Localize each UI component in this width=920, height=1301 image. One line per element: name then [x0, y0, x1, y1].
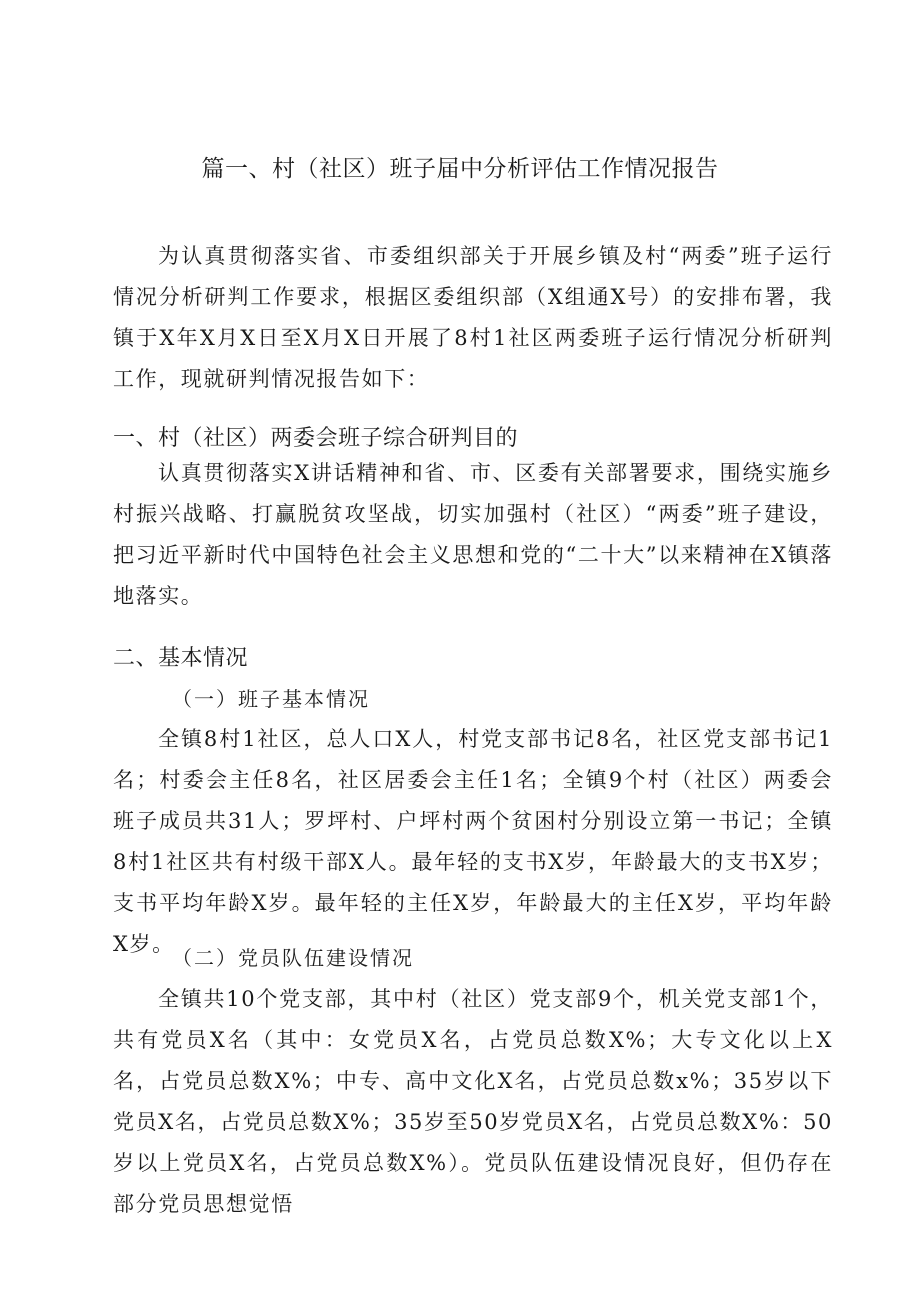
subsection2-heading: （二）党员队伍建设情况	[172, 946, 414, 970]
subsection1-heading: （一）班子基本情况	[172, 687, 370, 711]
intro-paragraph: 为认真贯彻落实省、市委组织部关于开展乡镇及村“两委”班子运行情况分析研判工作要求，根据区委组织部（X组通X号）的安排布署，我镇于X年X月X日至X月X日开展了8村1社区两委班子运行情况分析研判工作，现就研判情况报告如下：	[113, 244, 833, 391]
subsection2-paragraph: 全镇共10个党支部，其中村（社区）党支部9个，机关党支部1个，共有党员X名（其中：女党员X名，占党员总数X%；大专文化以上X名，占党员总数X%；中专、高中文化X名，占党员总数x%；35岁以下党员X名，占党员总数X%；35岁至50岁党员X名，占党员总数X%：50岁以上党员X名，占党员总数X%）。党员队伍建设情况良好，但仍存在部分党员思想觉悟	[113, 987, 833, 1216]
subsection1-paragraph: 全镇8村1社区，总人口X人，村党支部书记8名，社区党支部书记1名；村委会主任8名，社区居委会主任1名；全镇9个村（社区）两委会班子成员共31人；罗坪村、户坪村两个贫困村分别设立第一书记；全镇8村1社区共有村级干部X人。最年轻的支书X岁，年龄最大的支书X岁；支书平均年龄X岁。最年轻的主任X岁，年龄最大的主任X岁，平均年龄X岁。	[113, 727, 833, 956]
section2-heading: 二、基本情况	[113, 646, 249, 671]
document-title: 篇一、村（社区）班子届中分析评估工作情况报告	[201, 156, 719, 182]
section1-paragraph: 认真贯彻落实X讲话精神和省、市、区委有关部署要求，围绕实施乡村振兴战略、打赢脱贫攻坚战，切实加强村（社区）“两委”班子建设，把习近平新时代中国特色社会主义思想和党的“二十大”以来精神在X镇落地落实。	[113, 461, 833, 608]
section1-heading: 一、村（社区）两委会班子综合研判目的	[113, 426, 519, 451]
